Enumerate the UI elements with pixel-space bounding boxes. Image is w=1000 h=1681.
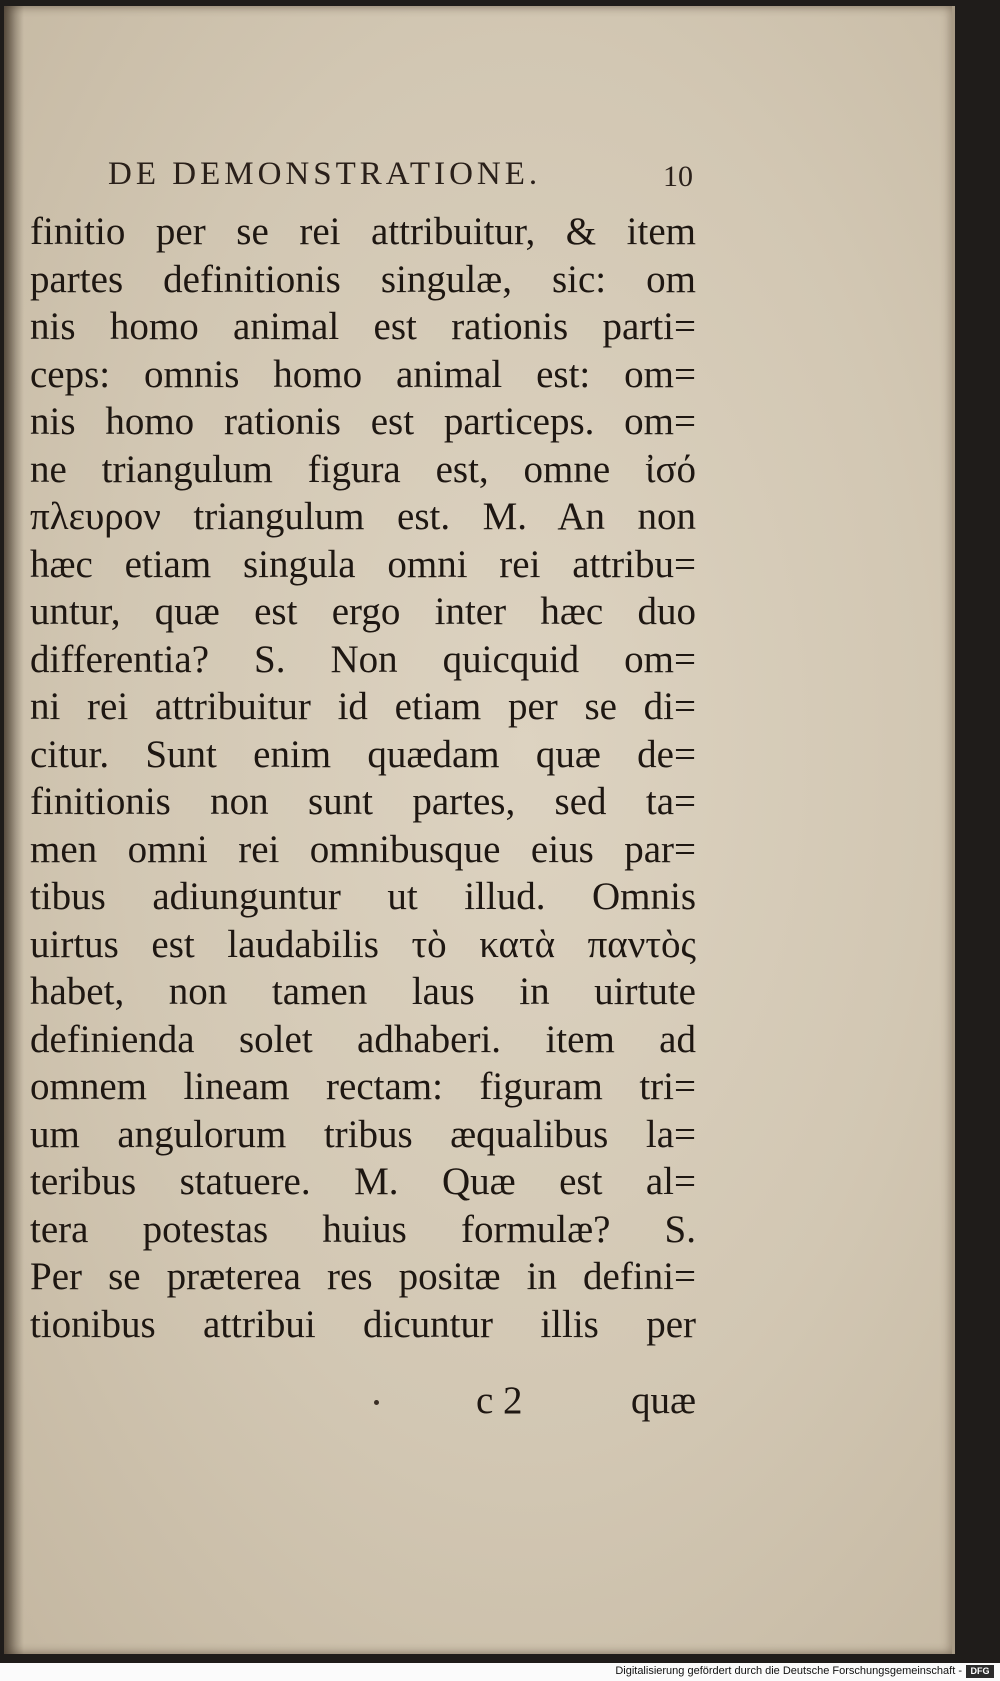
text-line: omnem lineam rectam: figuram tri= [30,1065,696,1108]
text-line: definienda solet adhaberi. item ad [30,1017,696,1061]
text-line: ni rei attribuitur id etiam per se di= [30,685,696,728]
catchline [34,1378,696,1422]
text-line: πλευρον triangulum est. M. An non [30,495,696,538]
text-line: finitionis non sunt partes, sed ta= [30,780,696,823]
text-line: tera potestas huius formulæ? S. [30,1207,696,1251]
text-line: hæc etiam singula omni rei attribu= [30,542,696,586]
text-line: uirtus est laudabilis τὸ κατὰ παντὸς [30,922,696,966]
catchword: quæ [630,1379,696,1422]
text-line: ne triangulum figura est, omne ἰσό [30,447,696,491]
text-line: ceps: omnis homo animal est: om= [30,352,696,396]
ink-dot [374,1400,379,1405]
dfg-logo: DFG [966,1665,994,1678]
text-line: um angulorum tribus æqualibus la= [30,1112,696,1156]
text-line: citur. Sunt enim quædam quæ de= [30,732,696,776]
book-page [4,6,955,1654]
page-header [108,156,693,196]
page-number: 10 [663,160,693,193]
binding-shadow [4,6,24,1654]
text-line: teribus statuere. M. Quæ est al= [30,1160,696,1203]
body-text [30,208,696,1348]
text-line: differentia? S. Non quicquid om= [30,637,696,681]
funding-credit: Digitalisierung gefördert durch die Deutsche Forschungsgemeinschaft - [615,1665,962,1677]
text-line: tibus adiunguntur ut illud. Omnis [30,875,696,918]
signature-mark: c 2 [476,1379,523,1422]
text-line: untur, quæ est ergo inter hæc duo [30,590,696,633]
text-line: Per se præterea res positæ in defini= [30,1255,696,1298]
text-line: habet, non tamen laus in uirtute [30,970,696,1013]
text-line: partes definitionis singulæ, sic: om [30,257,696,301]
digitization-footer [0,1663,1000,1681]
text-line: men omni rei omnibusque eius par= [30,827,696,871]
text-line: nis homo animal est rationis parti= [30,305,696,348]
text-line: tionibus attribui dicuntur illis per [30,1302,696,1346]
running-title: DE DEMONSTRATIONE. [108,156,542,192]
text-line: finitio per se rei attribuitur, & item [30,210,696,253]
text-line: nis homo rationis est particeps. om= [30,400,696,443]
